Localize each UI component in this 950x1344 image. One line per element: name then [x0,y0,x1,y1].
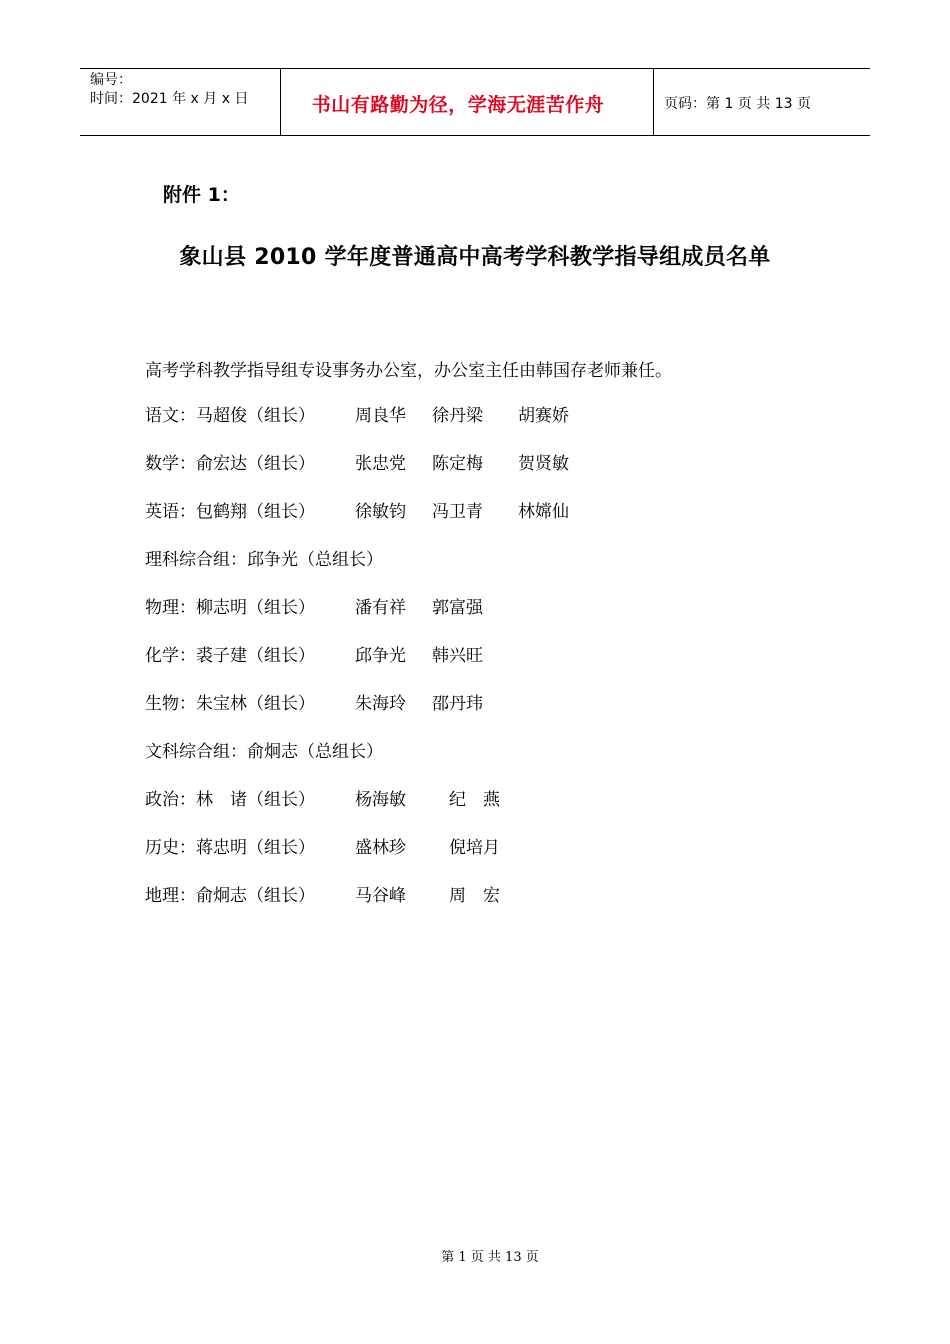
row-lead: 历史：蒋忠明（组长） [145,838,315,858]
row-member: 陈定梅 [432,454,483,474]
header-motto-cell [281,69,654,135]
row-lead: 文科综合组：俞炯志（总组长） [145,742,383,762]
row-member: 郭富强 [432,598,483,618]
time-label: 时间：2021 年 x 月 x 日 [90,91,249,107]
row-member: 邱争光 [355,646,406,666]
intro-paragraph: 高考学科教学指导组专设事务办公室，办公室主任由韩国存老师兼任。 [145,361,672,381]
attachment-label: 附件 1： [163,184,240,206]
row-member: 张忠党 [355,454,406,474]
page-info: 页码：第 1 页 共 13 页 [664,96,811,112]
row-member: 韩兴旺 [432,646,483,666]
header-page-cell [654,69,870,135]
row-member: 倪培月 [432,838,500,858]
row-lead: 英语：包鹤翔（组长） [145,502,315,522]
row-lead: 数学：俞宏达（组长） [145,454,315,474]
row-member: 马谷峰 [355,886,406,906]
row-member: 林嫦仙 [518,502,569,522]
page-footer: 第 1 页 共 13 页 [441,1250,539,1265]
row-lead: 物理：柳志明（组长） [145,598,315,618]
row-member: 徐敏钧 [355,502,406,522]
row-member: 朱海玲 [355,694,406,714]
header-table [80,68,870,136]
row-member: 盛林珍 [355,838,406,858]
row-member: 徐丹梁 [432,406,483,426]
row-member: 胡赛娇 [518,406,569,426]
row-lead: 政治：林 诸（组长） [145,790,315,810]
row-member: 贺贤敏 [518,454,569,474]
row-lead: 地理：俞炯志（组长） [145,886,315,906]
row-member: 周良华 [355,406,406,426]
row-lead: 语文：马超俊（组长） [145,406,315,426]
row-member: 潘有祥 [355,598,406,618]
row-member: 周 宏 [432,886,500,906]
row-lead: 化学：裘子建（组长） [145,646,315,666]
motto: 书山有路勤为径，学海无涯苦作舟 [311,93,605,116]
row-member: 冯卫青 [432,502,483,522]
row-lead: 理科综合组：邱争光（总组长） [145,550,383,570]
row-member: 邵丹玮 [432,694,483,714]
row-lead: 生物：朱宝林（组长） [145,694,315,714]
row-member: 杨海敏 [355,790,406,810]
document-title: 象山县 2010 学年度普通高中高考学科教学指导组成员名单 [179,245,771,270]
header-meta-cell [80,69,281,135]
row-member: 纪 燕 [432,790,500,810]
number-label: 编号： [90,72,132,88]
